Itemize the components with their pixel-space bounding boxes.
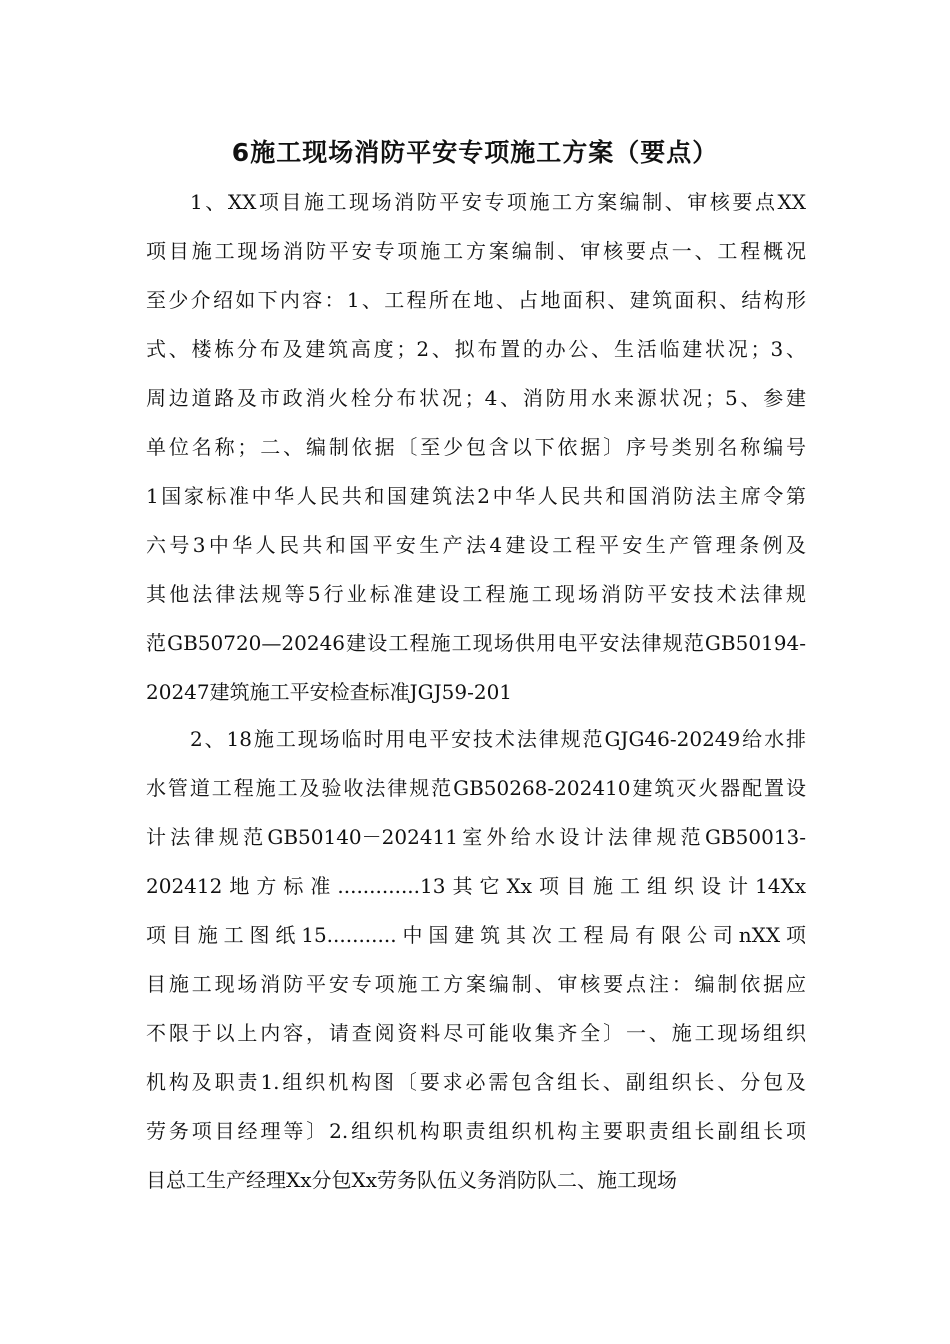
- paragraph-line: 式、楼栋分布及建筑高度；2、拟布置的办公、生活临建状况；3、: [146, 337, 806, 361]
- paragraph-line: 劳务项目经理等〕2.组织机构职责组织机构主要职责组长副组长项: [146, 1119, 806, 1143]
- paragraph-line: 至少介绍如下内容：1、工程所在地、占地面积、建筑面积、结构形: [146, 288, 806, 312]
- paragraph-1: [146, 178, 806, 717]
- paragraph-line: 范GB50720—20246建设工程施工现场供用电平安法律规范GB50194-: [146, 631, 806, 655]
- paragraph-line: 2、18施工现场临时用电平安技术法律规范GJG46-20249给水排: [190, 727, 806, 751]
- paragraph-line: 计法律规范GB50140－202411室外给水设计法律规范GB50013-: [146, 825, 806, 849]
- paragraph-2: [146, 715, 806, 1205]
- paragraph-line: 20247建筑施工平安检查标准JGJ59-201: [146, 680, 513, 704]
- paragraph-line: 不限于以上内容，请查阅资料尽可能收集齐全〕一、施工现场组织: [146, 1021, 806, 1045]
- paragraph-line: 单位名称；二、编制依据〔至少包含以下依据〕序号类别名称编号: [146, 435, 806, 459]
- document-title: 6施工现场消防平安专项施工方案（要点）: [231, 138, 719, 167]
- paragraph-line: 其他法律法规等5行业标准建设工程施工现场消防平安技术法律规: [146, 582, 806, 606]
- paragraph-line: 1、XX项目施工现场消防平安专项施工方案编制、审核要点XX: [190, 190, 806, 214]
- paragraph-line: 项目施工图纸15...........中国建筑其次工程局有限公司nXX项: [146, 923, 806, 947]
- paragraph-line: 目施工现场消防平安专项施工方案编制、审核要点注：编制依据应: [146, 972, 806, 996]
- paragraph-line: 周边道路及市政消火栓分布状况；4、消防用水来源状况；5、参建: [146, 386, 806, 410]
- paragraph-line: 水管道工程施工及验收法律规范GB50268-202410建筑灭火器配置设: [146, 776, 806, 800]
- paragraph-line: 1国家标准中华人民共和国建筑法2中华人民共和国消防法主席令第: [146, 484, 806, 508]
- paragraph-line: 202412地方标准.............13其它Xx项目施工组织设计14Xx: [146, 874, 806, 898]
- paragraph-line: 项目施工现场消防平安专项施工方案编制、审核要点一、工程概况: [146, 239, 806, 263]
- paragraph-line: 机构及职责1.组织机构图〔要求必需包含组长、副组织长、分包及: [146, 1070, 806, 1094]
- paragraph-line: 六号3中华人民共和国平安生产法4建设工程平安生产管理条例及: [146, 533, 806, 557]
- paragraph-line: 目总工生产经理Xx分包Xx劳务队伍义务消防队二、施工现场: [146, 1168, 678, 1192]
